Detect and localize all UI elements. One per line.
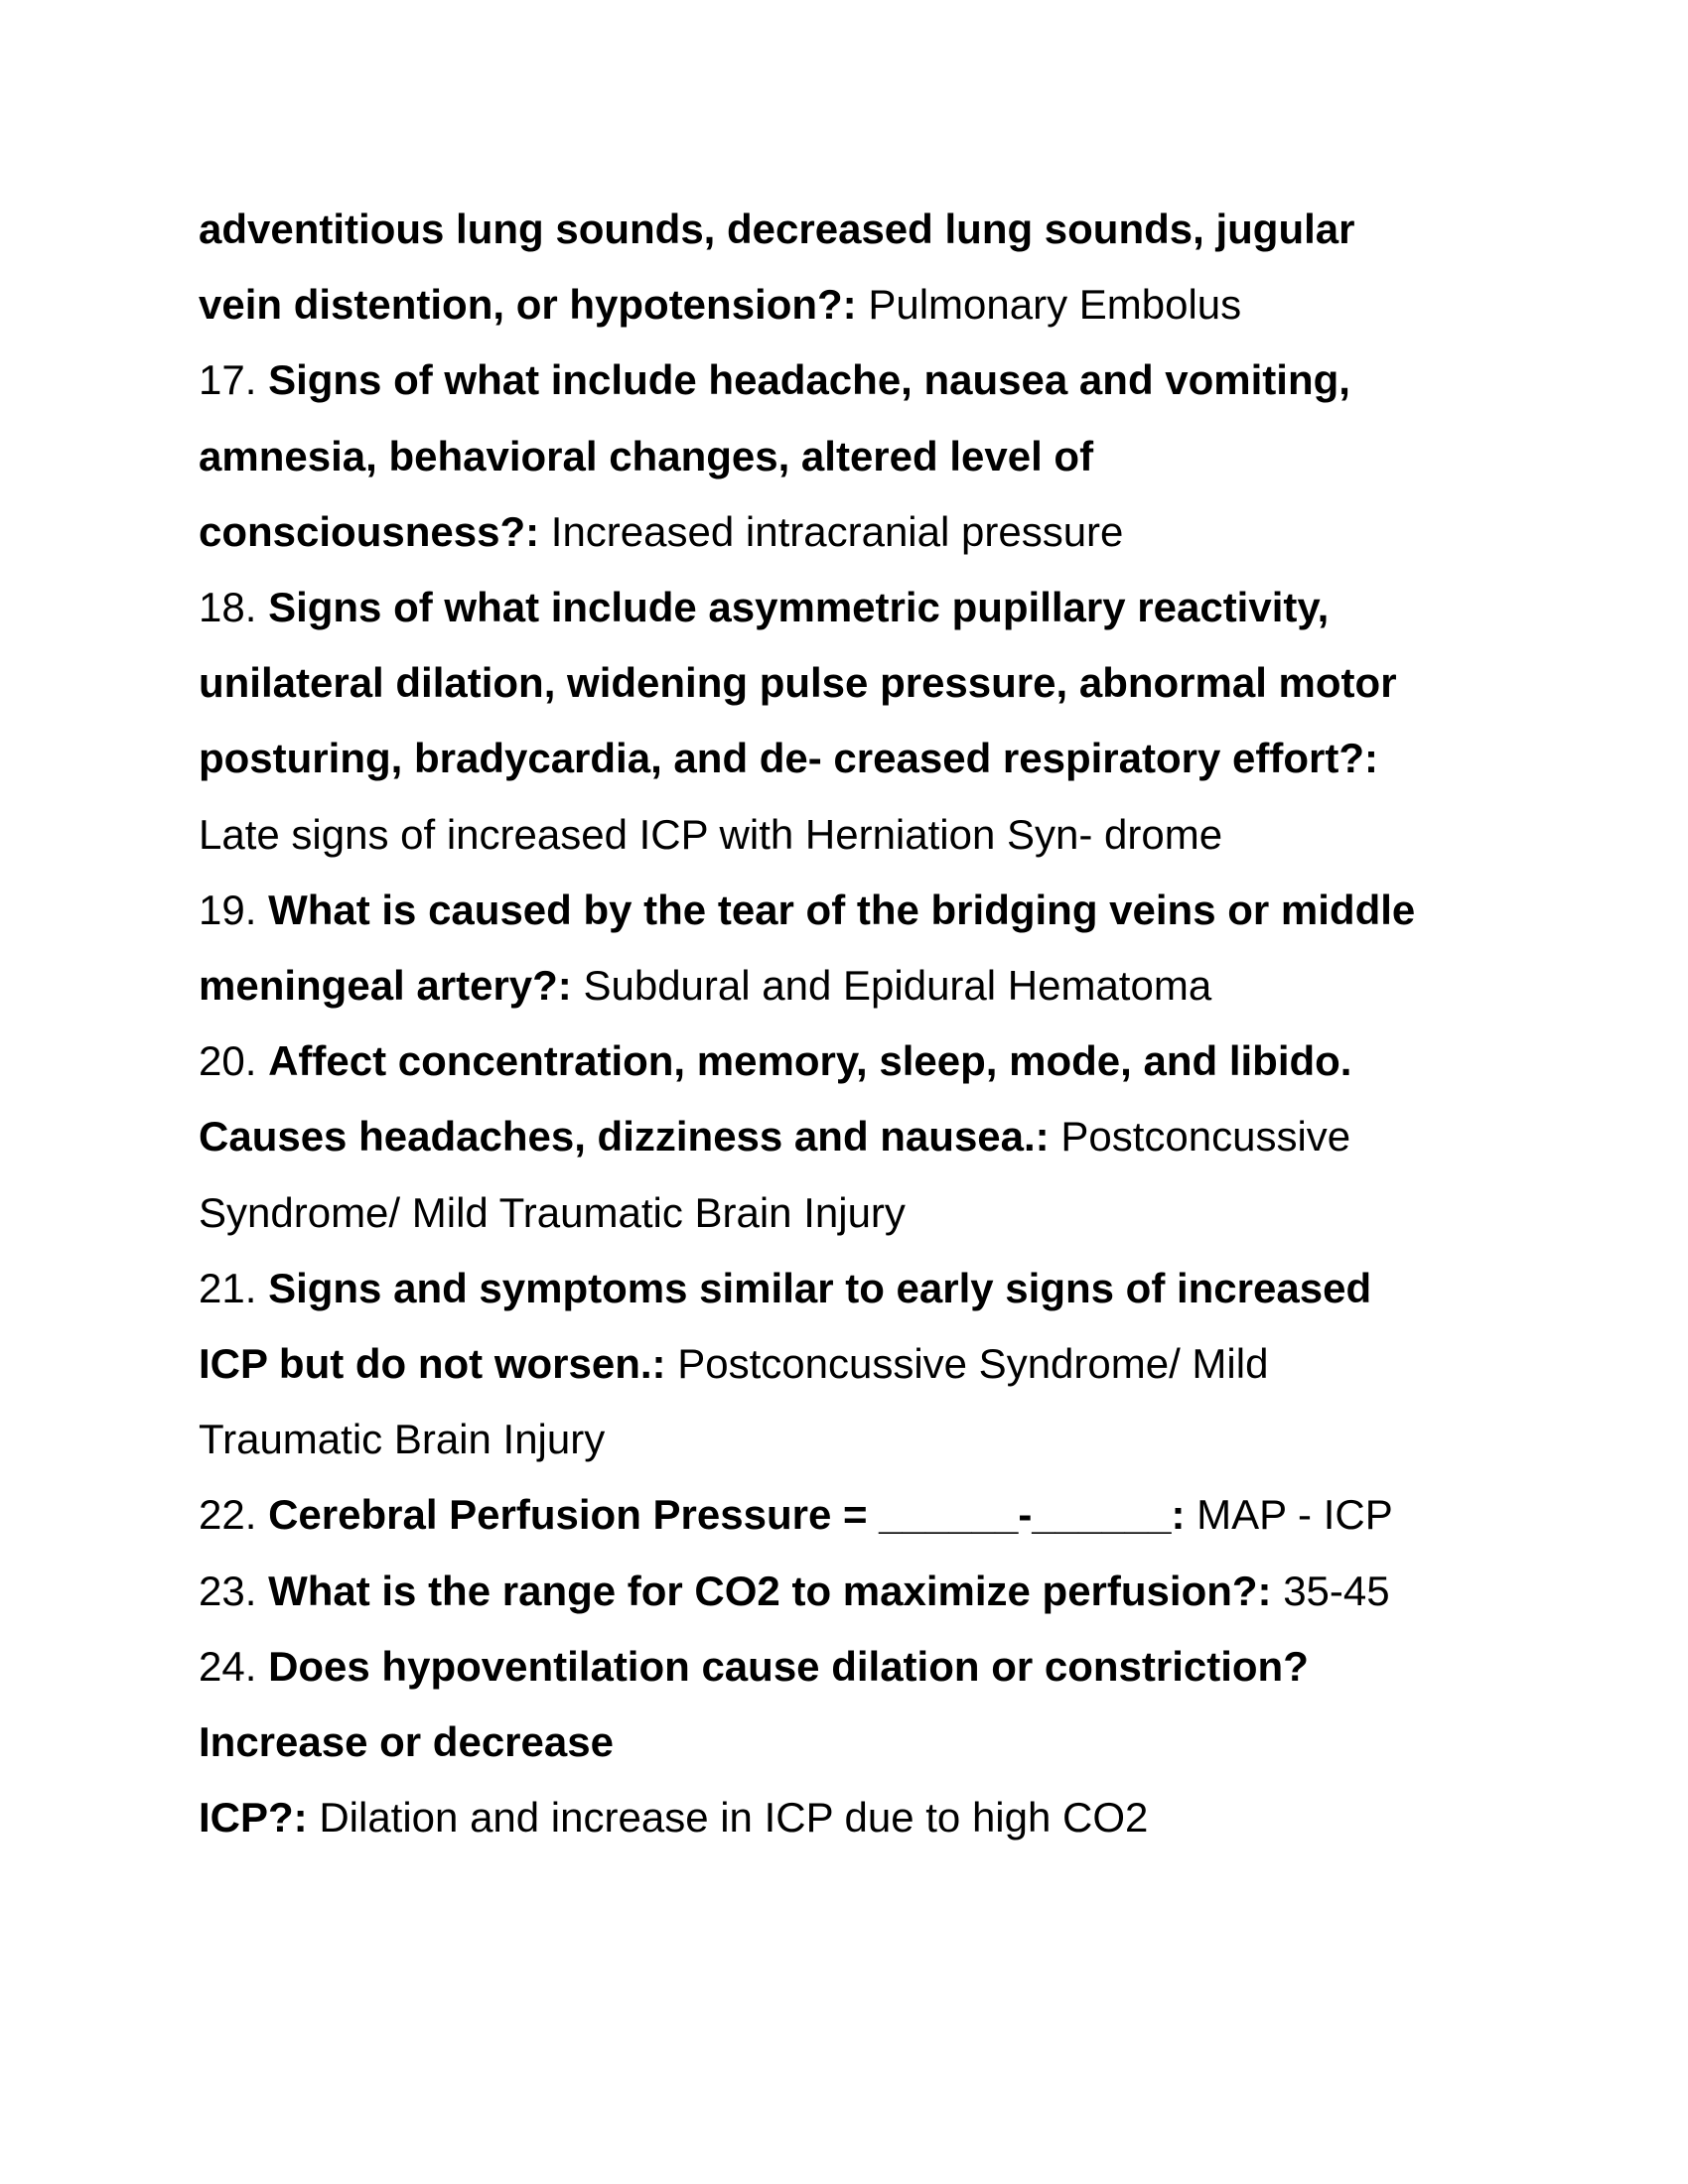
question-text: ICP but do not worsen.: (199, 1340, 666, 1388)
item-number: 20. (199, 1037, 269, 1085)
question-text: What is caused by the tear of the bridging veins or middle (268, 886, 1416, 933)
text-line (199, 1629, 1519, 1705)
item-number: 19. (199, 886, 269, 933)
answer-text: Traumatic Brain Injury (199, 1416, 606, 1463)
text-line (199, 948, 1519, 1024)
answer-text: Increased intracranial pressure (539, 507, 1124, 555)
text-line (199, 1477, 1519, 1553)
answer-text: 35-45 (1271, 1567, 1390, 1614)
text-line (199, 419, 1519, 494)
answer-text: Subdural and Epidural Hematoma (571, 962, 1212, 1010)
item-number: 18. (199, 584, 269, 631)
text-line (199, 494, 1519, 570)
text-line (199, 873, 1519, 948)
question-text: consciousness?: (199, 507, 540, 555)
item-number: 17. (199, 356, 269, 404)
item-number: 21. (199, 1264, 269, 1311)
question-text: Signs of what include headache, nausea and vomiting, (268, 356, 1350, 404)
item-number: 23. (199, 1567, 269, 1614)
question-text: Signs and symptoms similar to early signs of increased (268, 1264, 1372, 1311)
answer-text: Late signs of increased ICP with Herniation Syn- drome (199, 810, 1223, 858)
question-text: What is the range for CO2 to maximize perfusion?: (268, 1567, 1272, 1614)
text-line (199, 1175, 1519, 1251)
text-line (199, 1099, 1519, 1174)
question-text: adventitious lung sounds, decreased lung sounds, jugular (199, 205, 1355, 252)
question-text: ICP?: (199, 1794, 308, 1842)
text-line (199, 721, 1519, 796)
question-text: posturing, bradycardia, and de- creased respiratory effort?: (199, 735, 1378, 782)
question-text: unilateral dilation, widening pulse pressure, abnormal motor (199, 659, 1397, 707)
question-text: Increase or decrease (199, 1718, 614, 1766)
item-number: 22. (199, 1491, 269, 1539)
question-text: vein distention, or hypotension?: (199, 281, 857, 329)
item-number: 24. (199, 1642, 269, 1690)
answer-text: Postconcussive (1049, 1113, 1351, 1160)
text-line (199, 797, 1519, 873)
answer-text: MAP - ICP (1185, 1491, 1393, 1539)
answer-text: Syndrome/ Mild Traumatic Brain Injury (199, 1188, 906, 1236)
text-line (199, 1024, 1519, 1099)
question-text: Cerebral Perfusion Pressure = ______-______: (268, 1491, 1186, 1539)
text-line (199, 342, 1519, 418)
text-line (199, 570, 1519, 645)
answer-text: Dilation and increase in ICP due to high CO2 (307, 1794, 1149, 1842)
text-line (199, 1402, 1519, 1477)
question-text: Signs of what include asymmetric pupillary reactivity, (268, 584, 1330, 631)
text-line (199, 1326, 1519, 1402)
text-line (199, 645, 1519, 721)
text-line (199, 192, 1519, 267)
question-text: meningeal artery?: (199, 962, 572, 1010)
question-text: Does hypoventilation cause dilation or constriction? (268, 1642, 1309, 1690)
text-line (199, 1780, 1519, 1855)
flashcard-text (199, 192, 1519, 1855)
text-line (199, 1251, 1519, 1326)
question-text: Causes headaches, dizziness and nausea.: (199, 1113, 1050, 1160)
question-text: amnesia, behavioral changes, altered level of (199, 432, 1094, 479)
text-line (199, 1554, 1519, 1629)
answer-text: Postconcussive Syndrome/ Mild (665, 1340, 1269, 1388)
answer-text: Pulmonary Embolus (856, 281, 1242, 329)
text-line (199, 267, 1519, 342)
question-text: Affect concentration, memory, sleep, mode, and libido. (268, 1037, 1352, 1085)
text-line (199, 1705, 1519, 1780)
